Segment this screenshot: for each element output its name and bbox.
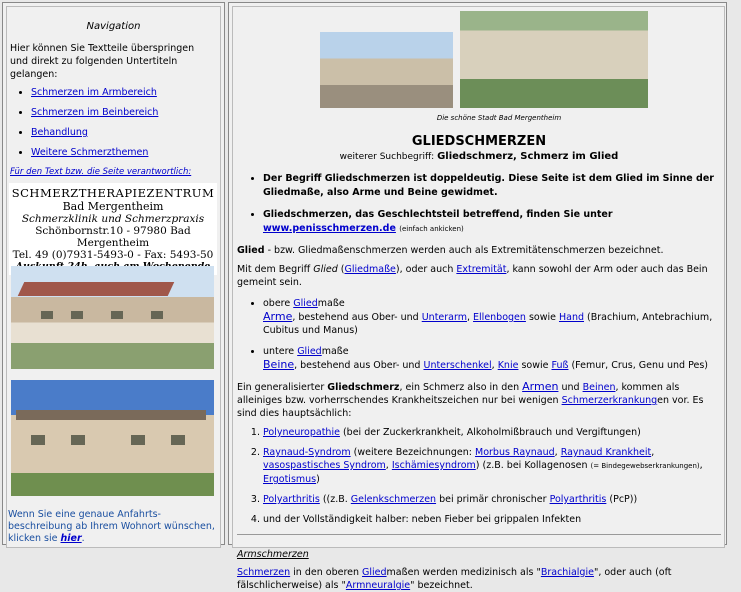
left-frame bbox=[2, 2, 225, 545]
para-2: Mit dem Begriff Glied (Gliedmaße), oder auch Extremität, kann sowohl der Arm oder auch das Bein gemeint sein. bbox=[237, 264, 708, 288]
content-panel bbox=[232, 6, 725, 591]
beine-text: (Femur, Crus, Genu und Pes) bbox=[568, 360, 708, 371]
para-4-text: maßen werden medizinisch als " bbox=[386, 567, 541, 578]
window-shape bbox=[131, 435, 145, 445]
clinic-address: Schönbornstr.10 - 97980 Bad Mergentheim bbox=[35, 225, 191, 249]
important-notes bbox=[237, 172, 721, 236]
lower-label: maße bbox=[321, 346, 349, 357]
alt-terms-value: Gliedschmerz, Schmerz im Glied bbox=[437, 151, 619, 162]
disease-item bbox=[263, 493, 721, 506]
para-1-text: - bzw. Gliedmaßenschmerzen werden auch als Extremitätenschmerzen bezeichnet. bbox=[267, 245, 664, 256]
para-3-text: Ein generalisierter bbox=[237, 382, 328, 393]
nav-item bbox=[31, 127, 220, 138]
beinen-link[interactable]: Beinen bbox=[582, 382, 616, 393]
glied-link[interactable]: Glied bbox=[293, 298, 318, 309]
clinic-photo-1 bbox=[11, 266, 214, 369]
para-3-text: , ein Schmerz also in den bbox=[399, 382, 523, 393]
header-images bbox=[237, 10, 721, 110]
disease-text: (PcP)) bbox=[606, 494, 638, 505]
nav-intro bbox=[10, 42, 220, 81]
lower-limb-item bbox=[263, 345, 721, 372]
nav-link-weitere[interactable]: Weitere Schmerzthemen bbox=[31, 147, 149, 158]
nav-link-beinbereich[interactable]: Schmerzen im Beinbereich bbox=[31, 107, 159, 118]
para-4 bbox=[237, 566, 721, 592]
beine-link[interactable]: Beine bbox=[263, 358, 295, 371]
content bbox=[237, 10, 721, 592]
alt-label: weiterer Suchbegriff: bbox=[339, 152, 435, 162]
para-3-text: , kommen als alleiniges bzw. vorherrschendes Krankheitszeichen nur bei wenigen bbox=[237, 382, 680, 406]
right-frame bbox=[228, 2, 727, 591]
section-title-arm: Armschmerzen bbox=[237, 549, 309, 560]
hand-link[interactable]: Hand bbox=[558, 312, 585, 323]
glied-link[interactable]: Glied bbox=[362, 567, 387, 578]
schmerzen-link[interactable]: Schmerzen bbox=[237, 567, 291, 578]
directions-link[interactable]: hier bbox=[60, 533, 82, 544]
roof-shape bbox=[18, 282, 175, 296]
ellenbogen-link[interactable]: Ellenbogen bbox=[473, 312, 526, 323]
disease-item bbox=[263, 446, 721, 486]
limb-list bbox=[237, 297, 721, 372]
clinic-name: SCHMERZTHERAPIEZENTRUM bbox=[11, 186, 215, 200]
disease-item bbox=[263, 426, 721, 439]
knie-link[interactable]: Knie bbox=[497, 360, 519, 371]
para-4-text: in den oberen bbox=[290, 567, 363, 578]
beine-text: sowie bbox=[518, 360, 552, 371]
upper-limb-item bbox=[263, 297, 721, 337]
town-photo-1 bbox=[320, 32, 453, 108]
para-4-text: ", oder auch (oft fälschlicherweise) als " bbox=[237, 567, 672, 591]
polyarthritis-link[interactable]: Polyarthritis bbox=[263, 494, 320, 505]
beine-text: , bestehend aus Ober- und bbox=[294, 360, 424, 371]
arme-link[interactable]: Arme bbox=[263, 310, 293, 323]
alt-terms bbox=[237, 151, 721, 162]
arme-text: sowie bbox=[525, 312, 559, 323]
clinic-photo-2 bbox=[11, 380, 214, 496]
disease-text: (bei der Zuckerkrankheit, Alkoholmißbrauch und Vergiftungen) bbox=[339, 427, 641, 438]
para-2-text: , kann sowohl der Arm oder auch das Bein gemeint sein. bbox=[237, 264, 708, 288]
disease-item: 4. und der Vollständigkeit halber: neben Fieber bei grippalen Infekten bbox=[263, 513, 721, 526]
polyarthritis-link-2[interactable]: Polyarthritis bbox=[549, 494, 607, 505]
disease-list bbox=[237, 426, 721, 526]
note-2-small: (einfach ankicken) bbox=[399, 225, 464, 233]
disease-text: ((z.B. bbox=[319, 494, 351, 505]
page-title: GLIEDSCHMERZEN bbox=[411, 134, 547, 149]
para-3-text: und bbox=[558, 382, 583, 393]
morbus-raynaud-link[interactable]: Morbus Raynaud bbox=[475, 447, 555, 458]
window-shape bbox=[111, 311, 123, 319]
window-shape bbox=[41, 311, 53, 319]
gliedmasse-link[interactable]: Gliedmaße bbox=[344, 264, 396, 275]
note-2-text: Gliedschmerzen, das Geschlechtsteil betreffend, finden Sie unter bbox=[263, 209, 613, 220]
window-shape bbox=[171, 435, 185, 445]
polyneuropathie-link[interactable]: Polyneuropathie bbox=[263, 427, 340, 438]
town-photo-2 bbox=[460, 11, 648, 108]
para-3 bbox=[237, 380, 721, 420]
upper-label: obere bbox=[263, 298, 294, 309]
nav-list bbox=[7, 87, 220, 158]
penisschmerzen-link[interactable]: www.penisschmerzen.de bbox=[263, 223, 396, 234]
para-2-italic: Glied bbox=[313, 264, 338, 275]
ergotismus-link[interactable]: Ergotismus bbox=[263, 474, 317, 485]
nav-item bbox=[31, 147, 220, 158]
disease-text: , bbox=[651, 447, 655, 458]
ischaemie-link[interactable]: Ischämiesyndrom bbox=[391, 460, 476, 471]
lower-label: untere bbox=[263, 346, 298, 357]
disease-text: (weitere Bezeichnungen: bbox=[350, 447, 475, 458]
gelenkschmerzen-link[interactable]: Gelenkschmerzen bbox=[350, 494, 437, 505]
arme-text: , bestehend aus Ober- und bbox=[292, 312, 422, 323]
directions-text bbox=[8, 509, 216, 545]
fuss-link[interactable]: Fuß bbox=[551, 360, 569, 371]
clinic-city: Bad Mergentheim bbox=[62, 200, 164, 213]
disease-text: ) bbox=[316, 474, 320, 485]
extremitaet-link[interactable]: Extremität bbox=[456, 264, 507, 275]
para-3-text: en vor. Es sind dies hauptsächlich: bbox=[237, 395, 704, 419]
nav-item bbox=[31, 107, 220, 118]
roof-shape bbox=[16, 410, 206, 420]
arme-text: (Brachium, Antebrachium, Cubitus und Manus) bbox=[263, 312, 713, 336]
para-1 bbox=[237, 244, 721, 257]
directions-label: Wenn Sie eine genaue Anfahrts-beschreibung ab Ihrem Wohnort wünschen, klicken sie bbox=[8, 509, 215, 544]
note-2 bbox=[263, 208, 721, 236]
clinic-phone: Tel. 49 (0)7931-5493-0 - Fax: 5493-50 bbox=[12, 249, 214, 261]
responsible-link[interactable]: Für den Text bzw. die Seite verantwortlich: bbox=[10, 167, 192, 177]
photo-caption: Die schöne Stadt Bad Mergentheim bbox=[436, 114, 562, 122]
divider bbox=[237, 534, 721, 535]
para-3-bold: Gliedschmerz bbox=[327, 382, 400, 393]
upper-label: maße bbox=[317, 298, 345, 309]
unterschenkel-link[interactable]: Unterschenkel bbox=[423, 360, 492, 371]
raynaud-krankheit-link[interactable]: Raynaud Krankheit bbox=[560, 447, 652, 458]
directions-end: . bbox=[81, 533, 85, 544]
window-shape bbox=[71, 311, 83, 319]
window-shape bbox=[31, 435, 45, 445]
disease-text: , bbox=[699, 460, 703, 471]
clinic-subtitle: Schmerzklinik und Schmerzpraxis bbox=[21, 213, 205, 225]
clinic-banner[interactable] bbox=[9, 183, 217, 275]
disease-text: ) (z.B. bei Kollagenosen bbox=[475, 460, 591, 471]
window-shape bbox=[71, 435, 85, 445]
para-1-bold: Glied bbox=[237, 245, 265, 256]
armneuralgie-link[interactable]: Armneuralgie bbox=[345, 580, 411, 591]
nav-link-behandlung[interactable]: Behandlung bbox=[31, 127, 88, 138]
arme-text: , bbox=[466, 312, 474, 323]
note-1: • Der Begriff Gliedschmerzen ist doppeldeutig. Diese Seite ist dem Glied im Sinne der Gliedmaße, also Arme und Beine gewidmet. bbox=[263, 172, 721, 200]
nav-item bbox=[31, 87, 220, 98]
window-shape bbox=[151, 311, 163, 319]
disease-text: , bbox=[554, 447, 561, 458]
disease-small: (= Bindegewebserkrankungen) bbox=[590, 462, 700, 470]
beine-text: , bbox=[491, 360, 498, 371]
para-2-text: Mit dem Begriff bbox=[237, 264, 314, 275]
unterarm-link[interactable]: Unterarm bbox=[421, 312, 467, 323]
nav-intro-line1: Hier können Sie Textteile überspringen bbox=[10, 43, 195, 54]
para-4-text: " bezeichnet. bbox=[410, 580, 473, 591]
vasospastisch-link[interactable]: vasospastisches Syndrom bbox=[263, 460, 386, 471]
armen-link[interactable]: Armen bbox=[522, 380, 559, 393]
glied-link[interactable]: Glied bbox=[297, 346, 322, 357]
raynaud-syndrom-link[interactable]: Raynaud-Syndrom bbox=[263, 447, 351, 458]
disease-text: bei primär chronischer bbox=[436, 494, 550, 505]
brachialgie-link[interactable]: Brachialgie bbox=[540, 567, 594, 578]
para-2-text: ), oder auch bbox=[395, 264, 457, 275]
nav-link-armbereich[interactable]: Schmerzen im Armbereich bbox=[31, 87, 157, 98]
schmerzerkrankung-link[interactable]: Schmerzerkrankung bbox=[561, 395, 658, 406]
nav-title: Navigation bbox=[86, 21, 141, 32]
nav-intro-line2: und direkt zu folgenden Untertiteln gelangen: bbox=[10, 56, 178, 80]
disease-text: , bbox=[385, 460, 392, 471]
